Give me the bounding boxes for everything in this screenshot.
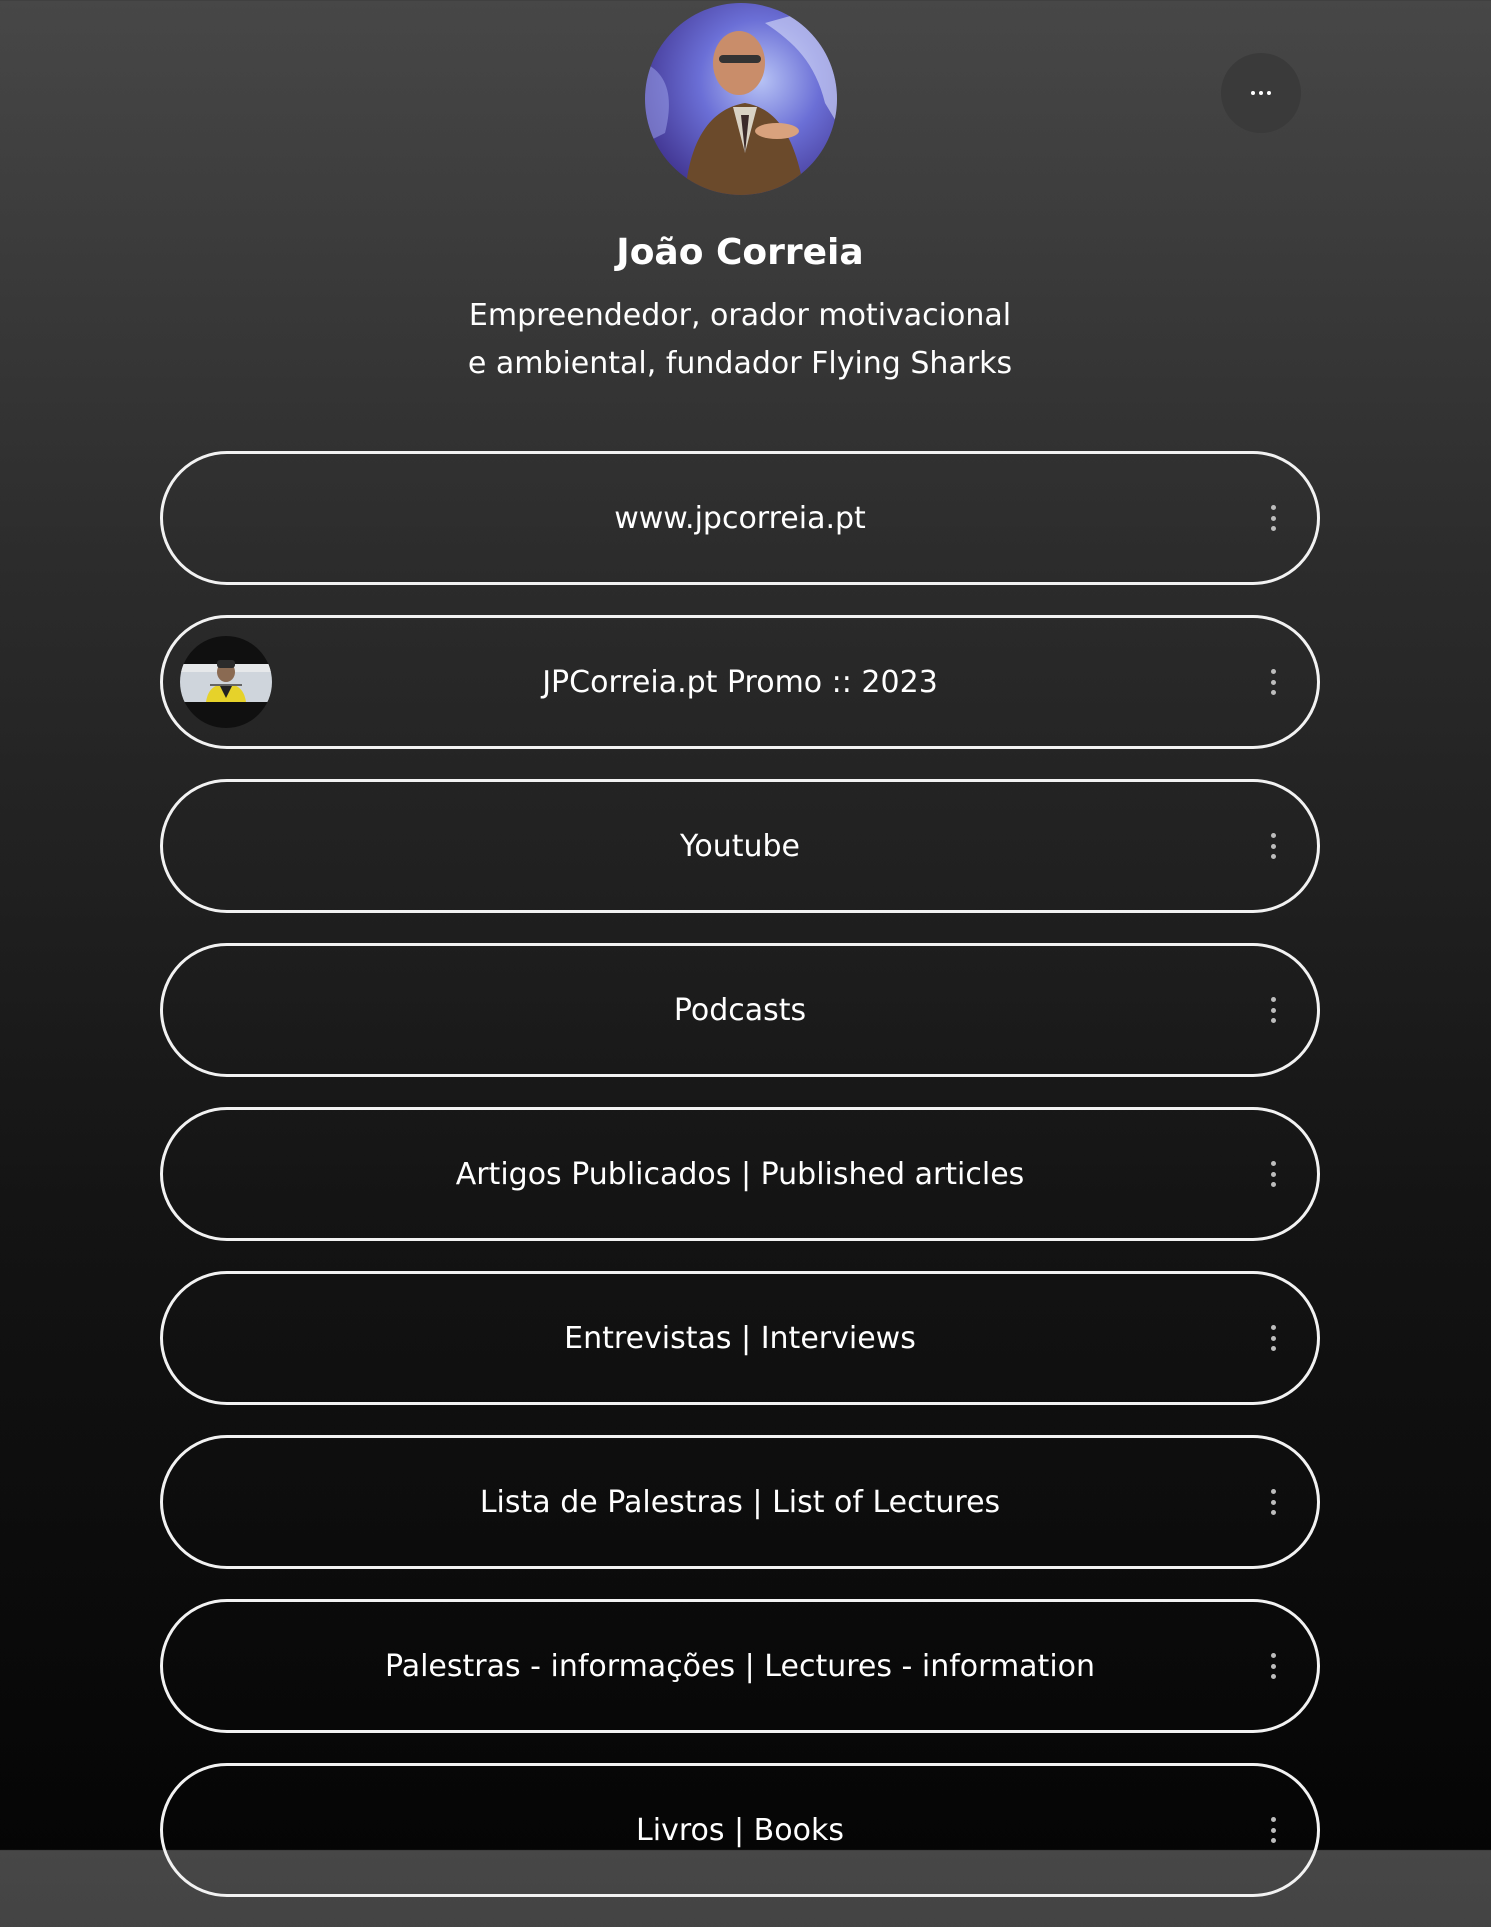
link-label: Podcasts — [673, 992, 807, 1028]
link-button-articles[interactable] — [160, 1107, 1320, 1241]
link-label: Entrevistas | Interviews — [564, 1320, 916, 1356]
kebab-menu-icon[interactable] — [1267, 1653, 1279, 1679]
link-button-lectures-list[interactable] — [160, 1435, 1320, 1569]
profile-name: João Correia — [616, 232, 864, 273]
kebab-menu-icon[interactable] — [1267, 1325, 1279, 1351]
link-button-youtube[interactable] — [160, 779, 1320, 913]
kebab-menu-icon[interactable] — [1267, 1161, 1279, 1187]
profile-bio — [440, 292, 1040, 388]
profile-bio-line: e ambiental, fundador Flying Sharks — [467, 346, 1013, 381]
kebab-menu-icon[interactable] — [1267, 669, 1279, 695]
link-button-interviews[interactable] — [160, 1271, 1320, 1405]
video-thumbnail — [180, 636, 272, 728]
avatar — [645, 3, 837, 195]
link-label: Livros | Books — [636, 1812, 844, 1848]
link-list — [160, 451, 1320, 1927]
more-horizontal-icon — [1251, 91, 1271, 95]
link-button-lectures-info[interactable] — [160, 1599, 1320, 1733]
kebab-menu-icon[interactable] — [1267, 997, 1279, 1023]
kebab-menu-icon[interactable] — [1267, 505, 1279, 531]
link-label: Palestras - informações | Lectures - information — [384, 1648, 1096, 1684]
link-label: JPCorreia.pt Promo :: 2023 — [542, 664, 938, 700]
link-button-promo[interactable] — [160, 615, 1320, 749]
kebab-menu-icon[interactable] — [1267, 833, 1279, 859]
link-label: Youtube — [680, 828, 800, 864]
link-label: Lista de Palestras | List of Lectures — [479, 1484, 1001, 1520]
kebab-menu-icon[interactable] — [1267, 1489, 1279, 1515]
link-label: www.jpcorreia.pt — [614, 500, 866, 536]
profile-bio-line: Empreendedor, orador motivacional — [468, 298, 1012, 333]
link-button-website[interactable] — [160, 451, 1320, 585]
link-button-books[interactable] — [160, 1763, 1320, 1897]
link-label: Artigos Publicados | Published articles — [455, 1156, 1025, 1192]
more-options-button[interactable] — [1221, 53, 1301, 133]
link-button-podcasts[interactable] — [160, 943, 1320, 1077]
kebab-menu-icon[interactable] — [1267, 1817, 1279, 1843]
